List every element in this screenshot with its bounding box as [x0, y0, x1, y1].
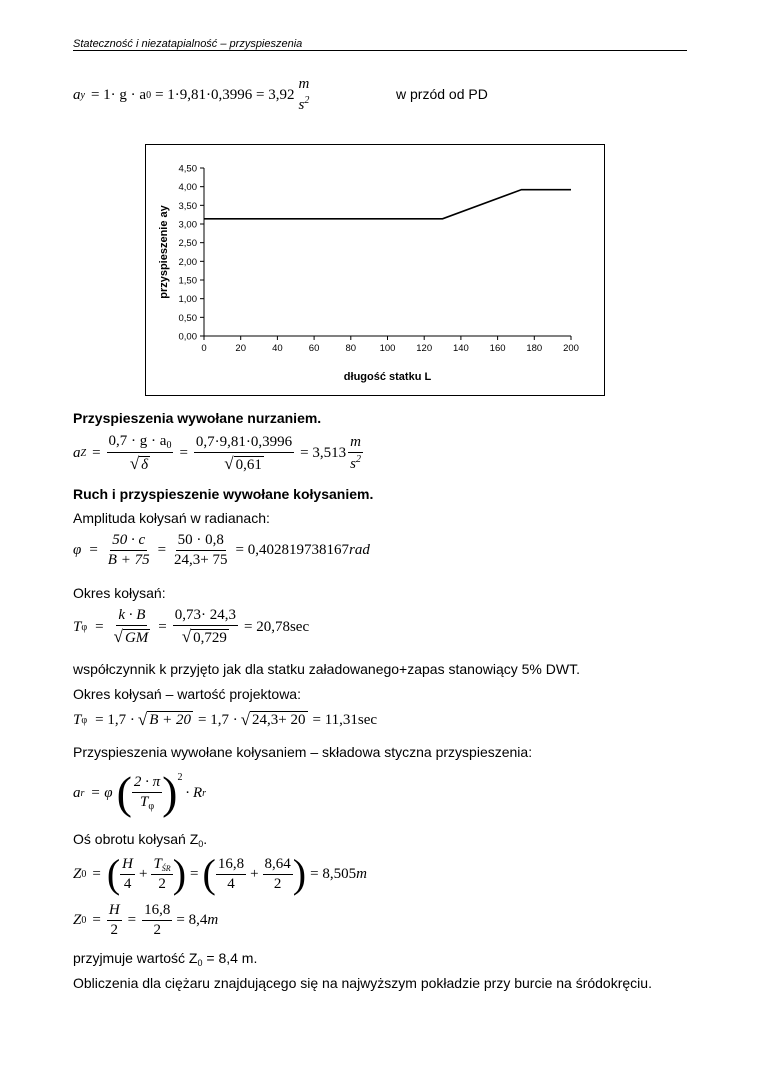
text-assumed-main: przyjmuje wartość Z	[73, 950, 198, 966]
eq-phi-f1-num: 50 · c	[110, 532, 147, 551]
eq-z0a-f2-num-sub: ŚR	[161, 863, 171, 873]
y-axis-title: przyspieszenie ay	[158, 205, 170, 299]
heading-heave: Przyspieszenia wywołane nurzaniem.	[73, 410, 322, 426]
x-tick-label: 120	[416, 343, 433, 354]
eq-ar-frac	[132, 774, 162, 812]
text-axis-end: .	[203, 831, 208, 847]
equation-T: T φ = $\frac{k \cdot B}{√ GM}$ = $\frac{0,73\cdot 24,3}{√ 0,729}$ = 20,78sec	[73, 607, 310, 646]
eq-T2-rad1: B + 20	[149, 712, 191, 728]
eq-ar-eq: = φ	[90, 784, 113, 801]
x-axis-title: długość statku L	[343, 371, 432, 383]
eq-z0a-lhs: Z	[73, 865, 82, 882]
eq-T-result: = 20,78sec	[243, 618, 310, 635]
eq-phi-frac2	[172, 532, 229, 569]
eq-T2-part2: = 1,7 ·	[197, 711, 238, 728]
x-tick-label: 60	[308, 343, 320, 354]
eq-az-f1-num: 0,7 · g · a	[108, 433, 167, 449]
eq-T-f2-den: 0,729	[193, 630, 227, 646]
eq-az-frac2: $\frac{0,7\cdot 9,81\cdot 0,3996}{√ 0,61}$	[195, 433, 293, 473]
eq-az-unit-den: s	[350, 456, 356, 472]
y-tick-label: 1,00	[178, 294, 197, 306]
text-coefficient: współczynnik k przyjęto jak dla statku załadowanego+zapas stanowiący 5% DWT.	[73, 661, 580, 677]
eq-z0b-f2-num: 16,8	[142, 902, 172, 921]
eq-z0a-f2-num: T	[153, 855, 162, 872]
eq-ar-lhs: a	[73, 784, 81, 801]
eq-z0a-lhs-sub: 0	[81, 868, 87, 880]
x-tick-label: 160	[489, 343, 506, 354]
eq-ay-expr1-sub: 0	[146, 89, 152, 101]
x-tick-label: 100	[379, 343, 396, 354]
text-period: Okres kołysań:	[73, 585, 166, 601]
eq-z0a-frac2	[151, 856, 172, 893]
eq-z0a-frac3	[216, 856, 246, 893]
eq-az-unit-num: m	[348, 434, 363, 453]
y-tick-label: 1,50	[178, 275, 197, 287]
eq-z0a-frac1	[120, 856, 135, 893]
eq-phi-f2-den: 24,3+ 75	[174, 552, 228, 568]
text-assumed-sub: 0	[197, 958, 203, 968]
eq-z0b-unit: m	[207, 912, 219, 928]
text-axis	[73, 831, 207, 849]
eq-az-frac1: $\frac{0,7 \cdot g \cdot a_0}{√ \delta}$	[108, 433, 172, 473]
eq-ar-lhs-sub: r	[80, 787, 85, 799]
y-tick-label: 2,50	[178, 238, 197, 250]
equation-z0b: Z 0 = $\frac{H}{2}$ = $\frac{16,8}{2}$ = 8,4 m	[73, 902, 219, 938]
eq-az-f2-den: 0,61	[235, 456, 262, 473]
equation-ar: a r = φ ( $\frac{2 \cdot \pi}{T_\varphi}$ ) 2 · R r	[73, 767, 207, 818]
eq-z0b-f1-num: H	[107, 902, 122, 921]
eq-z0b-result: = 8,4	[176, 912, 208, 928]
eq-ar-exp: 2	[177, 772, 183, 783]
eq-z0a-f3-den: 4	[227, 875, 235, 892]
x-tick-label: 40	[272, 343, 283, 354]
eq-ar-frac-num: 2 · π	[132, 774, 162, 793]
x-tick-label: 140	[452, 343, 469, 354]
eq-T-frac1: $\frac{k \cdot B}{√ GM}$	[113, 607, 149, 646]
eq-z0b-frac2	[142, 902, 172, 939]
eq-T-frac2: $\frac{0,73\cdot 24,3}{√ 0,729}$	[174, 607, 236, 646]
y-tick-label: 2,00	[178, 256, 197, 268]
eq-ay-unit	[296, 76, 311, 114]
eq-ay-expr2: = 1·9,81·0,3996 = 3,92	[155, 86, 295, 103]
eq-z0a-f1-num: H	[120, 856, 135, 875]
eq-z0b-lhs: Z	[73, 912, 82, 928]
heading-roll: Ruch i przyspieszenie wywołane kołysaniem.	[73, 486, 374, 502]
eq-z0a-f1-den: 4	[123, 875, 132, 892]
eq-phi-result: = 0,402819738167	[235, 542, 349, 558]
eq-ay-expr1: = 1· g · a	[90, 86, 147, 103]
eq-z0b-f1-den: 2	[110, 922, 118, 938]
y-tick-label: 3,50	[178, 200, 197, 212]
text-design-period: Okres kołysań – wartość projektowa:	[73, 686, 301, 702]
acceleration-chart	[145, 144, 605, 396]
eq-T2-part1: = 1,7 ·	[95, 711, 135, 728]
eq-T-f2-num: 0,73· 24,3	[173, 607, 238, 626]
equation-z0a: Z 0 = ( $\frac{H}{4}$ + $\frac{T_{ŚR}}{2}$ ) = ( $\frac{16,8}{4}$ + $\frac{8,64}{2}$ ) = 8,505 m	[73, 851, 367, 896]
y-tick-label: 0,00	[178, 331, 197, 343]
eq-az-result: = 3,513	[300, 445, 347, 461]
text-tangential: Przyspieszenia wywołane kołysaniem – składowa styczna przyspieszenia:	[73, 744, 533, 760]
eq-T-f1-den: GM	[124, 630, 149, 646]
eq-az-lhs: a	[73, 445, 81, 461]
eq-z0b-f2-den: 2	[153, 922, 161, 938]
eq-T2-lhs-sub: φ	[81, 714, 88, 726]
eq-z0b-lhs-sub: 0	[81, 915, 87, 926]
y-tick-label: 4,50	[178, 163, 197, 175]
x-tick-label: 80	[345, 343, 357, 354]
equation-phi: φ = $\frac{50 \cdot c}{B + 75}$ = $\frac{50 \cdot 0,8}{24,3+ 75}$ = 0,402819738167 rad	[73, 532, 370, 568]
eq-z0a-f4-den: 2	[273, 875, 282, 892]
eq-ar-tail: · R	[185, 784, 203, 801]
eq-z0a-f4-num: 8,64	[263, 856, 293, 875]
eq-phi-unit: rad	[348, 542, 370, 558]
equation-T2: T φ = 1,7 · √ B + 20 = 1,7 · √ 24,3+ 20 = 11,31sec	[73, 710, 378, 729]
equation-az: a Z = $\frac{0,7 \cdot g \cdot a_0}{√ \delta}$ = $\frac{0,7\cdot 9,81\cdot 0,3996}{√ 0,61}$ = 3,513 $\frac{m}{s^2}$	[73, 433, 361, 473]
eq-z0a-f3-num: 16,8	[216, 856, 246, 875]
eq-T-lhs-sub: φ	[81, 621, 88, 633]
x-tick-label: 0	[201, 343, 207, 354]
text-axis-main: Oś obrotu kołysań Z	[73, 831, 199, 847]
eq-z0a-f2-den: 2	[158, 875, 166, 892]
page-header: Stateczność i niezatapialność – przyspieszenia	[73, 38, 303, 50]
eq-z0a-frac4	[263, 856, 293, 893]
eq-ar-frac-den-sub: φ	[148, 801, 155, 812]
eq-az-f1-den: δ	[141, 457, 149, 473]
eq-phi-lhs: φ	[73, 542, 82, 558]
eq-ay-unit-den: s	[298, 97, 305, 113]
eq-phi-frac1	[106, 532, 152, 569]
eq-phi-f1-den: B + 75	[107, 552, 150, 568]
text-amplitude: Amplituda kołysań w radianach:	[73, 510, 270, 526]
eq-T2-result: = 11,31sec	[312, 711, 378, 728]
eq-z0a-unit: m	[356, 865, 367, 882]
text-assumed	[73, 950, 257, 968]
eq-ay-lhs-sub: y	[80, 89, 85, 101]
eq-phi-f2-num: 50 · 0,8	[176, 532, 226, 551]
x-tick-label: 180	[526, 343, 543, 354]
eq-az-unit-den-sup: 2	[355, 454, 361, 465]
equation-ay	[73, 76, 311, 114]
header-rule	[73, 50, 687, 51]
eq-z0b-frac1	[107, 902, 122, 939]
y-tick-label: 3,00	[178, 219, 197, 231]
x-tick-label: 20	[235, 343, 246, 354]
direction-note: w przód od PD	[396, 86, 488, 102]
x-tick-label: 200	[563, 343, 579, 354]
text-assumed-end: = 8,4 m.	[202, 950, 258, 966]
eq-ay-lhs: a	[73, 86, 81, 103]
eq-T2-lhs: T	[73, 711, 82, 728]
eq-az-f1-num-sub: 0	[166, 440, 172, 451]
eq-az-unit	[348, 434, 363, 473]
eq-ay-unit-num: m	[298, 76, 310, 92]
eq-ar-tail-sub: r	[202, 787, 207, 799]
eq-T2-rad2: 24,3+ 20	[252, 712, 306, 728]
eq-T-lhs: T	[73, 618, 82, 635]
eq-ar-frac-den: T	[139, 794, 149, 810]
y-tick-label: 4,00	[178, 182, 197, 194]
eq-ay-unit-den-sup: 2	[304, 95, 310, 106]
eq-az-f2-num: 0,7·9,81·0,3996	[194, 434, 294, 453]
eq-az-lhs-sub: Z	[80, 448, 87, 459]
text-calc: Obliczenia dla ciężaru znajdującego się na najwyższym pokładzie przy burcie na śródokręciu.	[73, 975, 652, 991]
text-axis-sub: 0	[198, 839, 204, 849]
eq-T-f1-num: k · B	[116, 607, 147, 626]
y-tick-label: 0,50	[178, 312, 197, 324]
eq-z0a-result: = 8,505	[310, 865, 357, 882]
